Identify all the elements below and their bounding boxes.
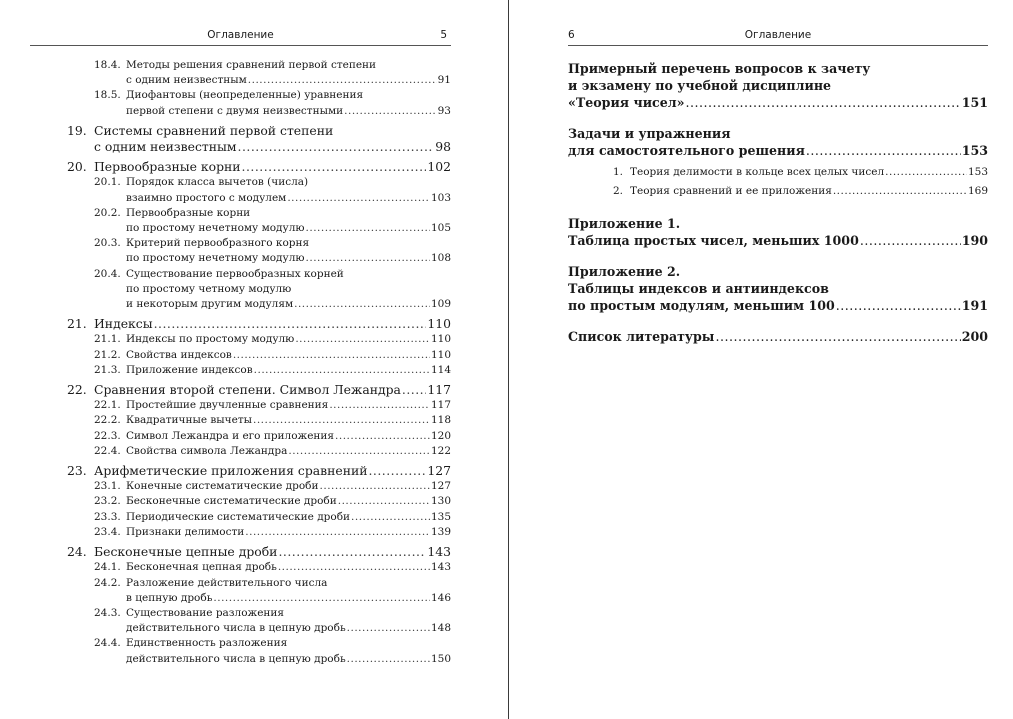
dot-leader bbox=[248, 73, 437, 88]
entry-line bbox=[126, 206, 451, 221]
toc-section-entry[interactable] bbox=[30, 88, 451, 118]
entry-page-number: 102 bbox=[427, 159, 451, 175]
entry-line bbox=[568, 328, 988, 345]
entry-title: Существование разложения bbox=[126, 606, 285, 619]
toc-section-entry[interactable] bbox=[30, 175, 451, 205]
entry-title: Индексы bbox=[94, 316, 153, 332]
entry-title: Приложение 2. bbox=[568, 264, 681, 279]
entry-body bbox=[126, 332, 451, 347]
entry-page-number: 135 bbox=[430, 510, 451, 523]
entry-body bbox=[126, 398, 451, 413]
toc-section-entry[interactable] bbox=[30, 348, 451, 363]
entry-title: взаимно простого с модулем bbox=[126, 191, 287, 204]
entry-number: 21.2. bbox=[94, 348, 121, 361]
toc-chapter-entry[interactable] bbox=[568, 328, 988, 345]
entry-body bbox=[126, 576, 451, 606]
entry-page-number: 143 bbox=[427, 544, 451, 560]
entry-title: действительного числа в цепную дробь bbox=[126, 652, 346, 665]
dot-leader bbox=[351, 510, 430, 525]
toc-section-entry[interactable] bbox=[30, 429, 451, 444]
dot-leader bbox=[238, 139, 435, 155]
toc-section-entry[interactable] bbox=[30, 479, 451, 494]
dot-leader bbox=[278, 544, 426, 560]
entry-title: «Теория чисел» bbox=[568, 95, 685, 110]
entry-number: 18.5. bbox=[94, 89, 121, 102]
entry-page-number: 110 bbox=[430, 348, 451, 361]
page-gutter bbox=[508, 0, 509, 719]
entry-line bbox=[568, 280, 988, 297]
dot-leader bbox=[860, 232, 961, 249]
dot-leader bbox=[287, 191, 430, 206]
entry-title: Бесконечные цепные дроби bbox=[94, 544, 278, 560]
entry-page-number: 127 bbox=[427, 463, 451, 479]
entry-title: Диофантовы (неопределенные) уравнения bbox=[126, 89, 364, 102]
entry-title: Список литературы bbox=[568, 329, 715, 344]
entry-line bbox=[94, 382, 451, 398]
entry-line bbox=[126, 606, 451, 621]
entry-line bbox=[568, 94, 988, 111]
toc-section-entry[interactable] bbox=[30, 576, 451, 606]
dot-leader bbox=[242, 159, 427, 175]
toc-chapter-entry[interactable] bbox=[30, 463, 451, 479]
toc-chapter-entry[interactable] bbox=[30, 544, 451, 560]
entry-line bbox=[126, 267, 451, 282]
entry-line bbox=[126, 636, 451, 651]
entry-number: 20.3. bbox=[94, 237, 121, 250]
entry-body bbox=[126, 560, 451, 575]
entry-line bbox=[126, 444, 451, 459]
entry-body bbox=[94, 382, 451, 398]
entry-title: и некоторым другим модулям bbox=[126, 298, 294, 311]
entry-page-number: 200 bbox=[961, 329, 988, 344]
entry-title: Методы решения сравнений первой степени bbox=[126, 59, 377, 71]
entry-page-number: 117 bbox=[430, 399, 451, 412]
entry-line bbox=[126, 73, 451, 88]
entry-title: Существование первообразных корней bbox=[126, 267, 344, 280]
entry-body bbox=[94, 123, 451, 155]
entry-page-number: 105 bbox=[430, 222, 451, 235]
dot-leader bbox=[368, 463, 426, 479]
dot-leader bbox=[233, 348, 430, 363]
toc-section-entry[interactable] bbox=[30, 444, 451, 459]
dot-leader bbox=[295, 332, 430, 347]
page-number: 5 bbox=[440, 29, 447, 41]
dot-leader bbox=[347, 652, 430, 667]
dot-leader bbox=[245, 525, 430, 540]
entry-line bbox=[126, 88, 451, 103]
entry-line bbox=[126, 297, 451, 312]
entry-body bbox=[94, 463, 451, 479]
dot-leader bbox=[154, 316, 427, 332]
entry-title: с одним неизвестным bbox=[126, 74, 247, 87]
toc-section-entry[interactable] bbox=[30, 398, 451, 413]
entry-title: по простому четному модулю bbox=[126, 282, 292, 295]
dot-leader bbox=[344, 104, 436, 119]
entry-line bbox=[126, 510, 451, 525]
dot-leader bbox=[253, 413, 430, 428]
entry-title: Арифметические приложения сравнений bbox=[94, 463, 368, 479]
entry-line bbox=[126, 525, 451, 540]
dot-leader bbox=[715, 328, 960, 345]
entry-line bbox=[568, 215, 988, 232]
entry-title: Задачи и упражнения bbox=[568, 126, 731, 141]
right-page bbox=[568, 0, 988, 719]
entry-body bbox=[94, 316, 451, 332]
entry-number: 20.2. bbox=[94, 206, 121, 219]
entry-title: Примерный перечень вопросов к зачету bbox=[568, 61, 871, 76]
entry-line bbox=[126, 251, 451, 266]
left-page bbox=[30, 0, 451, 719]
entry-page-number: 110 bbox=[427, 316, 451, 332]
entry-body bbox=[94, 159, 451, 175]
toc-section-entry[interactable] bbox=[30, 525, 451, 540]
entry-title: Таблицы индексов и антииндексов bbox=[568, 281, 829, 296]
entry-line bbox=[126, 236, 451, 251]
entry-line bbox=[630, 163, 988, 182]
entry-title: по простому нечетному модулю bbox=[126, 222, 305, 235]
entry-title: для самостоятельного решения bbox=[568, 143, 805, 158]
toc-chapter-entry[interactable] bbox=[30, 382, 451, 398]
entry-number: 20.4. bbox=[94, 267, 121, 280]
dot-leader bbox=[685, 94, 960, 111]
entry-line bbox=[94, 544, 451, 560]
entry-line bbox=[568, 263, 988, 280]
entry-line bbox=[126, 591, 451, 606]
entry-body bbox=[126, 510, 451, 525]
toc-section-entry[interactable] bbox=[568, 182, 988, 201]
entry-page-number: 153 bbox=[961, 143, 988, 158]
entry-line bbox=[126, 429, 451, 444]
entry-page-number: 93 bbox=[437, 104, 451, 117]
dot-leader bbox=[347, 621, 430, 636]
toc-section-entry[interactable] bbox=[30, 560, 451, 575]
entry-line bbox=[94, 139, 451, 155]
dot-leader bbox=[402, 382, 426, 398]
entry-page-number: 139 bbox=[430, 525, 451, 538]
entry-title: Бесконечные систематические дроби bbox=[126, 495, 337, 508]
entry-page-number: 127 bbox=[430, 480, 451, 493]
entry-number: 19. bbox=[67, 122, 87, 138]
entry-title: Символ Лежандра и его приложения bbox=[126, 429, 335, 442]
toc-section-entry[interactable] bbox=[30, 636, 451, 666]
entry-line bbox=[126, 479, 451, 494]
entry-page-number: 151 bbox=[961, 95, 988, 110]
entry-title: Теория сравнений и ее приложения bbox=[630, 185, 832, 197]
entry-page-number: 91 bbox=[437, 74, 451, 87]
entry-title: первой степени с двумя неизвестными bbox=[126, 104, 344, 117]
running-title: Оглавление bbox=[207, 29, 274, 41]
entry-title: Единственность разложения bbox=[126, 637, 288, 650]
entry-page-number: 117 bbox=[427, 382, 451, 398]
entry-number: 23.2. bbox=[94, 495, 121, 508]
entry-title: Первообразные корни bbox=[126, 206, 251, 219]
entry-number: 21. bbox=[67, 316, 87, 332]
toc-chapter-entry[interactable] bbox=[568, 215, 988, 249]
dot-leader bbox=[338, 494, 430, 509]
dot-leader bbox=[836, 297, 961, 314]
entry-line bbox=[126, 191, 451, 206]
entry-body bbox=[126, 58, 451, 88]
entry-title: Индексы по простому модулю bbox=[126, 333, 295, 346]
entry-page-number: 150 bbox=[430, 652, 451, 665]
entry-page-number: 143 bbox=[430, 561, 451, 574]
entry-number: 24.1. bbox=[94, 561, 121, 574]
entry-title: по простому нечетному модулю bbox=[126, 252, 305, 265]
toc-chapter-entry[interactable] bbox=[30, 159, 451, 175]
entry-line bbox=[126, 560, 451, 575]
entry-title: и экзамену по учебной дисциплине bbox=[568, 78, 832, 93]
entry-line bbox=[94, 159, 451, 175]
entry-page-number: 109 bbox=[430, 298, 451, 311]
entry-page-number: 122 bbox=[430, 444, 451, 457]
entry-page-number: 153 bbox=[967, 166, 988, 178]
entry-number: 18.4. bbox=[94, 59, 121, 71]
entry-number: 22.4. bbox=[94, 444, 121, 457]
entry-body bbox=[94, 544, 451, 560]
entry-body bbox=[126, 348, 451, 363]
entry-number: 24. bbox=[67, 544, 87, 560]
entry-line bbox=[568, 142, 988, 159]
entry-number: 21.1. bbox=[94, 333, 121, 346]
toc-chapter-entry[interactable] bbox=[30, 123, 451, 155]
entry-body bbox=[126, 413, 451, 428]
entry-page-number: 110 bbox=[430, 333, 451, 346]
entry-title: Свойства символа Лежандра bbox=[126, 444, 288, 457]
entry-line bbox=[126, 363, 451, 378]
entry-line bbox=[568, 77, 988, 94]
entry-line bbox=[126, 621, 451, 636]
entry-line bbox=[568, 297, 988, 314]
entry-line bbox=[126, 652, 451, 667]
entry-line bbox=[568, 60, 988, 77]
entry-body bbox=[126, 636, 451, 666]
dot-leader bbox=[306, 251, 430, 266]
entry-title: действительного числа в цепную дробь bbox=[126, 622, 346, 635]
entry-title: Приложение индексов bbox=[126, 363, 253, 376]
entry-body bbox=[126, 175, 451, 205]
entry-number: 20.1. bbox=[94, 176, 121, 189]
entry-number: 1. bbox=[613, 166, 624, 178]
toc-section-entry[interactable] bbox=[30, 332, 451, 347]
entry-page-number: 108 bbox=[430, 252, 451, 265]
toc-section-entry[interactable] bbox=[30, 206, 451, 236]
entry-line bbox=[568, 125, 988, 142]
entry-body bbox=[126, 363, 451, 378]
entry-body bbox=[126, 494, 451, 509]
toc-section-entry[interactable] bbox=[30, 510, 451, 525]
entry-line bbox=[126, 494, 451, 509]
entry-number: 23.4. bbox=[94, 525, 121, 538]
toc-chapter-entry[interactable] bbox=[30, 316, 451, 332]
entry-page-number: 146 bbox=[430, 591, 451, 604]
subsection-list bbox=[568, 163, 988, 201]
entry-body bbox=[126, 236, 451, 266]
entry-line bbox=[126, 398, 451, 413]
entry-number: 20. bbox=[67, 159, 87, 175]
entry-number: 22.3. bbox=[94, 429, 121, 442]
toc-section-entry[interactable] bbox=[30, 363, 451, 378]
entry-line bbox=[126, 104, 451, 119]
toc-section-entry[interactable] bbox=[30, 494, 451, 509]
entry-number: 24.2. bbox=[94, 576, 121, 589]
dot-leader bbox=[806, 142, 961, 159]
dot-leader bbox=[254, 363, 430, 378]
entry-number: 24.3. bbox=[94, 606, 121, 619]
entry-title: Периодические систематические дроби bbox=[126, 510, 351, 523]
entry-number: 22.2. bbox=[94, 414, 121, 427]
entry-title: Таблица простых чисел, меньших 1000 bbox=[568, 233, 859, 248]
entry-line bbox=[630, 182, 988, 201]
entry-title: в цепную дробь bbox=[126, 591, 213, 604]
entry-title: Приложение 1. bbox=[568, 216, 681, 231]
entry-number: 23.1. bbox=[94, 480, 121, 493]
left-running-head bbox=[30, 29, 451, 45]
entry-number: 22. bbox=[67, 382, 87, 398]
entry-line bbox=[126, 221, 451, 236]
entry-number: 23.3. bbox=[94, 510, 121, 523]
toc-section-entry[interactable] bbox=[30, 606, 451, 636]
entry-page-number: 103 bbox=[430, 191, 451, 204]
dot-leader bbox=[335, 429, 430, 444]
dot-leader bbox=[833, 182, 967, 201]
entry-line bbox=[568, 232, 988, 249]
left-toc bbox=[30, 58, 451, 667]
dot-leader bbox=[294, 297, 430, 312]
entry-line bbox=[94, 316, 451, 332]
dot-leader bbox=[320, 479, 430, 494]
entry-body bbox=[126, 525, 451, 540]
running-title: Оглавление bbox=[744, 29, 812, 41]
toc-chapter-entry[interactable] bbox=[568, 60, 988, 111]
entry-number: 22.1. bbox=[94, 399, 121, 412]
toc-section-entry[interactable] bbox=[30, 413, 451, 428]
entry-page-number: 98 bbox=[435, 139, 451, 155]
entry-title: с одним неизвестным bbox=[94, 139, 237, 155]
entry-body bbox=[126, 444, 451, 459]
entry-line bbox=[94, 123, 451, 139]
page-number: 6 bbox=[568, 29, 575, 41]
entry-body bbox=[126, 88, 451, 118]
header-rule bbox=[568, 45, 988, 46]
toc-section-entry[interactable] bbox=[568, 163, 988, 182]
entry-page-number: 120 bbox=[430, 429, 451, 442]
entry-title: Критерий первообразного корня bbox=[126, 237, 310, 250]
entry-line bbox=[126, 576, 451, 591]
dot-leader bbox=[329, 398, 430, 413]
entry-title: Теория делимости в кольце всех целых чисел bbox=[630, 166, 885, 178]
entry-number: 24.4. bbox=[94, 637, 121, 650]
entry-line bbox=[126, 175, 451, 190]
entry-line bbox=[126, 58, 451, 73]
entry-line bbox=[126, 413, 451, 428]
entry-number: 23. bbox=[67, 463, 87, 479]
entry-body bbox=[126, 267, 451, 313]
toc-section-entry[interactable] bbox=[30, 236, 451, 266]
entry-page-number: 148 bbox=[430, 622, 451, 635]
dot-leader bbox=[213, 591, 430, 606]
right-running-head bbox=[568, 29, 988, 45]
entry-title: Признаки делимости bbox=[126, 525, 245, 538]
entry-title: Простейшие двучленные сравнения bbox=[126, 399, 329, 412]
toc-section-entry[interactable] bbox=[30, 58, 451, 88]
entry-title: по простым модулям, меньшим 100 bbox=[568, 298, 835, 313]
entry-page-number: 114 bbox=[430, 363, 451, 376]
toc-chapter-entry[interactable] bbox=[568, 263, 988, 314]
entry-page-number: 169 bbox=[967, 185, 988, 197]
dot-leader bbox=[278, 560, 430, 575]
entry-page-number: 191 bbox=[961, 298, 988, 313]
header-rule bbox=[30, 45, 451, 46]
entry-number: 21.3. bbox=[94, 363, 121, 376]
entry-title: Свойства индексов bbox=[126, 348, 232, 361]
entry-page-number: 190 bbox=[961, 233, 988, 248]
entry-page-number: 118 bbox=[430, 414, 451, 427]
dot-leader bbox=[885, 163, 967, 182]
entry-line bbox=[94, 463, 451, 479]
dot-leader bbox=[288, 444, 430, 459]
entry-body bbox=[126, 479, 451, 494]
entry-title: Бесконечная цепная дробь bbox=[126, 561, 277, 574]
entry-title: Квадратичные вычеты bbox=[126, 414, 252, 427]
entry-body bbox=[126, 429, 451, 444]
entry-title: Сравнения второй степени. Символ Лежандра bbox=[94, 382, 401, 398]
entry-title: Системы сравнений первой степени bbox=[94, 122, 334, 138]
entry-title: Разложение действительного числа bbox=[126, 576, 328, 589]
entry-page-number: 130 bbox=[430, 495, 451, 508]
entry-title: Первообразные корни bbox=[94, 159, 241, 175]
right-toc bbox=[568, 60, 988, 359]
entry-number: 2. bbox=[613, 185, 624, 197]
entry-body bbox=[126, 206, 451, 236]
toc-section-entry[interactable] bbox=[30, 267, 451, 313]
dot-leader bbox=[306, 221, 430, 236]
entry-body bbox=[126, 606, 451, 636]
entry-line bbox=[126, 332, 451, 347]
entry-line bbox=[126, 348, 451, 363]
entry-line bbox=[126, 282, 451, 297]
entry-title: Порядок класса вычетов (числа) bbox=[126, 176, 309, 189]
entry-title: Конечные систематические дроби bbox=[126, 480, 319, 493]
toc-chapter-entry[interactable] bbox=[568, 125, 988, 159]
